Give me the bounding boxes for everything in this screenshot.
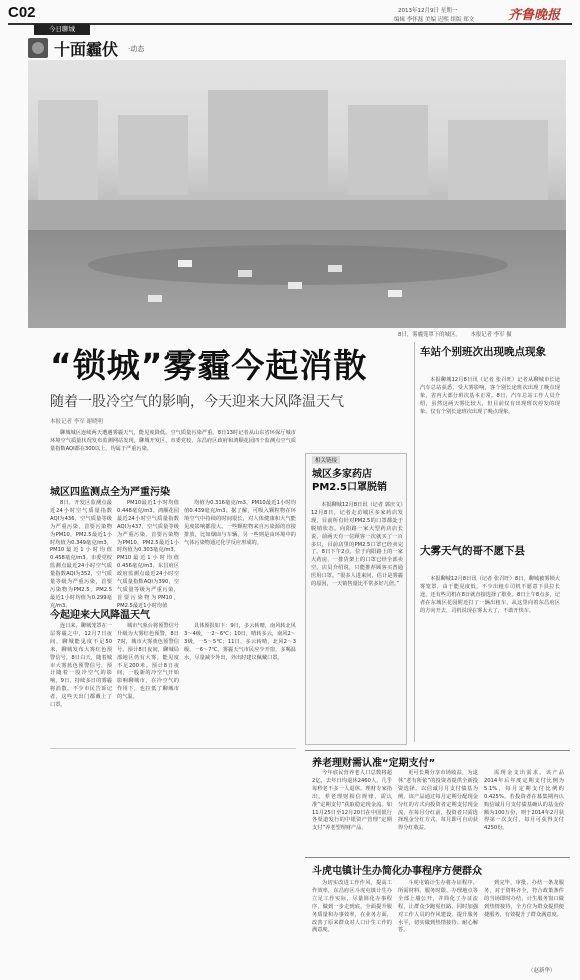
section2-col2-text: 城市气象台将预警信号升级为大雾红色预警，8日7时，城市大雾黄色预警信号。预计8日夜间，聊城局部地区仍有大雾。能见度不足200米。预计8日夜间，一股新的冷空气开始影响聊城市，在冷空气的作用下，也拉低了聊城市的气温。 xyxy=(117,623,179,701)
bottom-top-col2-text: 更可长期分享市场收益，为退休“老有所依”的投资者提供全新投资选择。以信诚月月支付债基为例，该产品通过每月定期分配现金分红的方式向投资者定期支付现金流，在每月分红前，投资者只需选择现金分红方式，每月即可自动获得分红收益。 xyxy=(398,770,478,832)
page-code: C02 xyxy=(8,4,36,21)
right-s1-body xyxy=(420,377,560,417)
bottom-bottom-title: 斗虎屯镇计生办简化办事程序方便群众 xyxy=(312,866,482,877)
section1-col3 xyxy=(184,500,296,547)
bottom-top-col1-text: 今年底民营养老人口总数将超2亿，去年日均退休2460人，几乎每秒老不多一人退休。理财专家指出，养老理财相信规律，需认准“定期支付”获取稳定现金流。如11月25日至12月20日在中国银行各渠道发行的中银资产管理“定期支付”养老型理财产品。 xyxy=(312,770,392,832)
bottom-bottom-rule xyxy=(305,857,570,858)
section2-col1-text: 连日来，聊城笼罩在一层雾霾之中，12月7日夜间，聊城能见度不足50米，聊城发布大雾红色预警信号，8日白天，随着城市大雾蓝色预警信号，预计随着一股冷空气的影响，9日，持续多日的雾霾将消散。不少市民告诉记者，这些天出门都戴上了口罩。 xyxy=(50,623,112,709)
page-info: 2013年12月9日 星期一 xyxy=(398,8,458,14)
bottom-top-col2 xyxy=(398,770,478,833)
banner-icon xyxy=(28,38,48,58)
section2-col3-text: 具体预报如下：9日，多云转晴，南风转北风3～4级，一2～6℃；10日，晴转多云，南风2～3级，一5～5℃；11日，多云转晴，北风2～3级，一6～7℃。雾霾天气市民应少开窗，多喝温水，尽量减少外出，外出时建议佩戴口罩。 xyxy=(184,623,296,661)
section1-col1-text: 8日，开发区监测点最近24小时空气质量指数AQI为436，空气质量等级为严重污染，首要污染物为PM10，PM2.5最近1小时均值为0.349毫克/m3，PM10最近1小时均值0.458毫克/m3。市委党校监测点最近24小时空气质量指数AQI为352，空气质量等级为严重污染，首要污染物为PM2.5，PM2.5最近1小时均值为0.299毫克/m3。 xyxy=(50,500,112,609)
bottom-top-rule xyxy=(305,750,570,751)
photo-credit: 本报记者 李军 摄 xyxy=(470,332,512,338)
banner-title: 十面霾伏 xyxy=(54,40,119,59)
column-banner xyxy=(28,36,188,58)
photo-caption xyxy=(398,330,512,338)
section-tab xyxy=(34,24,90,35)
lead-intro xyxy=(50,430,296,454)
sidebar-body-text: 本报聊城12月8日讯（记者 郭庆文）12月8日，记者走访城区多家药店发现，目前所有针对PM2.5的口罩都处于脱销状态。向阳路一家大型药店店长说，前两天有一位顾客一次就买了一百多只，目前店里的PM2.5口罩已经卖完了。8日下午2点，位于向阳路上的一家大药房，一排货架上的口罩已经全部卖空。店员介绍说，只能推荐顾客买普通医用口罩。“很多人进来问，估计是雾霾的原因，一天销售量比平常多好几倍。” xyxy=(311,502,403,588)
bottom-bottom-col1 xyxy=(312,880,392,935)
sidebar-body xyxy=(311,502,403,589)
section-tab-label: 今日聊城 xyxy=(49,25,75,33)
sidebar-title: 城区多家药店PM2.5口罩脱销 xyxy=(312,469,387,493)
bottom-top-title: 养老理财需认准“定期支付” xyxy=(312,758,436,769)
bottom-bottom-col3 xyxy=(484,880,564,920)
section1-col2 xyxy=(117,500,179,611)
right-s2-title: 大雾天气的哥不愿下县 xyxy=(420,545,525,557)
bottom-top-col1 xyxy=(312,770,392,833)
banner-subtitle: ·动态 xyxy=(128,45,145,53)
bottom-bottom-col2-text: 斗虎屯镇计生办将办证程序、所需材料、服务时限、办理地点等全部上墙公开，并简化了办证流程，让群众少跑冤枉路。同时加强对工作人员的作风建设，提升服务水平，切实做到热情接待、耐心解答。 xyxy=(398,880,478,934)
right-s2-body-text: 本报聊城12月8日讯（记者 张召旺）8日，聊城被雾锁大雾笼罩，由于能见度低，不少出租车司机不愿意下县拉长途，还有些司机在8日就直接选择了歇业。8日上午8点多，记者在东城区花园附近打了一辆出租车，从这里向着东昌府区的方向开去，司机说现在雾太大了，不敢开快车。 xyxy=(420,576,560,614)
photo-caption-text: 8日，雾霾笼罩下的城区。 xyxy=(398,332,461,338)
section1-col3-text: 均值为0.316毫克/m3，PM10最近1小时均值0.439毫克/m3。据了解，可吸入颗粒物在环境空气中持续的时间很长，对人体健康和大气能见度影响都很大。一些颗粒物来自污染源的直接排放，比如烟囱与车辆。另一些则是由环境中的气体污染物通过化学反应形成的。 xyxy=(184,500,296,546)
right-s1-body-text: 本报聊城12月8日讯（记者 张召旺）记者从聊城市长途汽车总站获悉，受大雾影响，客个别长途班次出现了晚点现象，省内大部分班次基本正常。8日，汽车总站工作人员介绍，虽然这两天雾比较大，但目前仅有出现班次停发的现象，仅有个别长途班次出现了晚点现象。 xyxy=(420,377,560,415)
right-s2-body xyxy=(420,576,560,616)
paper-logo: 齐鲁晚报 xyxy=(508,8,561,23)
bottom-bottom-byline: （赵新华） xyxy=(528,968,556,974)
section1-col2-text: PM10最近1小时均值0.448毫克/m3。鸿顺花园最近24小时空气质量指数AQI为437，空气质量等级为严重污染，首要污染物为PM10，PM2.5最近1小时均值为0.303毫克/m3，PM10最近1小时均值0.456毫克/m3。东昌府区政府监测点最近24小时空气质量指数AQI为390，空气质量等级为严重污染，首要污染物为PM10，PM2.5最近1小时均值 xyxy=(117,500,179,609)
bottom-bottom-col1-text: 为切实改进工作作风，提高工作效率，东昌府区斗虎屯镇计生办立足工作实际，尽量简化办事程序，做到一步走到底，全面提升服务质量和办事效率，在业务方面，改善了原来群众对人口计生工作的满意度。 xyxy=(312,880,392,934)
smog-city-photo xyxy=(28,60,566,328)
bottom-bottom-col2 xyxy=(398,880,478,935)
section2-title: 今起迎来大风降温天气 xyxy=(50,610,150,621)
section1-title: 城区四监测点全为严重污染 xyxy=(50,487,170,498)
sidebar-tag-label: 相关链接 xyxy=(315,458,338,464)
left-bottom-rule xyxy=(50,748,296,749)
sidebar-tag xyxy=(312,456,340,464)
section2-col3 xyxy=(184,623,296,663)
bottom-bottom-col3-text: 到完毕，审批、办结一条龙服务，对于资料齐全，符合政策条件的当场即时办结，计生服务窗口做到热情接待，全方位为群众提供便捷服务，有效提升了群众满意度。 xyxy=(484,880,564,918)
section2-col1 xyxy=(50,623,112,710)
section1-col1 xyxy=(50,500,112,611)
lead-headline: “锁城”雾霾今起消散 xyxy=(50,346,368,385)
right-s1-title: 车站个别班次出现晚点现象 xyxy=(420,346,546,358)
bottom-top-col3 xyxy=(484,770,564,833)
right-col-divider xyxy=(414,342,415,742)
masthead-rule xyxy=(8,23,572,25)
lead-intro-text: 聊城城区连续两天遭遇雾霾天气，能见度降低，空气质量污染严重。8日13时记者从山东省环保厅城市环境空气质量状况发布监测网站发现，聊城开发区、市委党校、东昌府区政府和鸿顺花园四个监测点空气质量指数AQI都在300以上，均属于严重污染。 xyxy=(50,430,296,452)
editor-line: 编辑 李怀磊 美编 迟熙 组版 郑文 xyxy=(394,17,475,23)
sidebar-box xyxy=(305,453,407,745)
section2-col2 xyxy=(117,623,179,702)
lead-subheadline: 随着一股冷空气的影响，今天迎来大风降温天气 xyxy=(50,394,344,410)
lead-byline: 本报记者 李军 谢晓明 xyxy=(50,419,103,425)
bottom-top-col3-text: 需现金支出需求。该产品2014年后年度定期支付比例为5.1%，每月定期支付比例约0.425%，若投资者在募集期内认购信诚月月支付债基确认的基金份额为100万份，则于2014年2月获得第一次支付，每月可获得支付4250份。 xyxy=(484,770,564,832)
